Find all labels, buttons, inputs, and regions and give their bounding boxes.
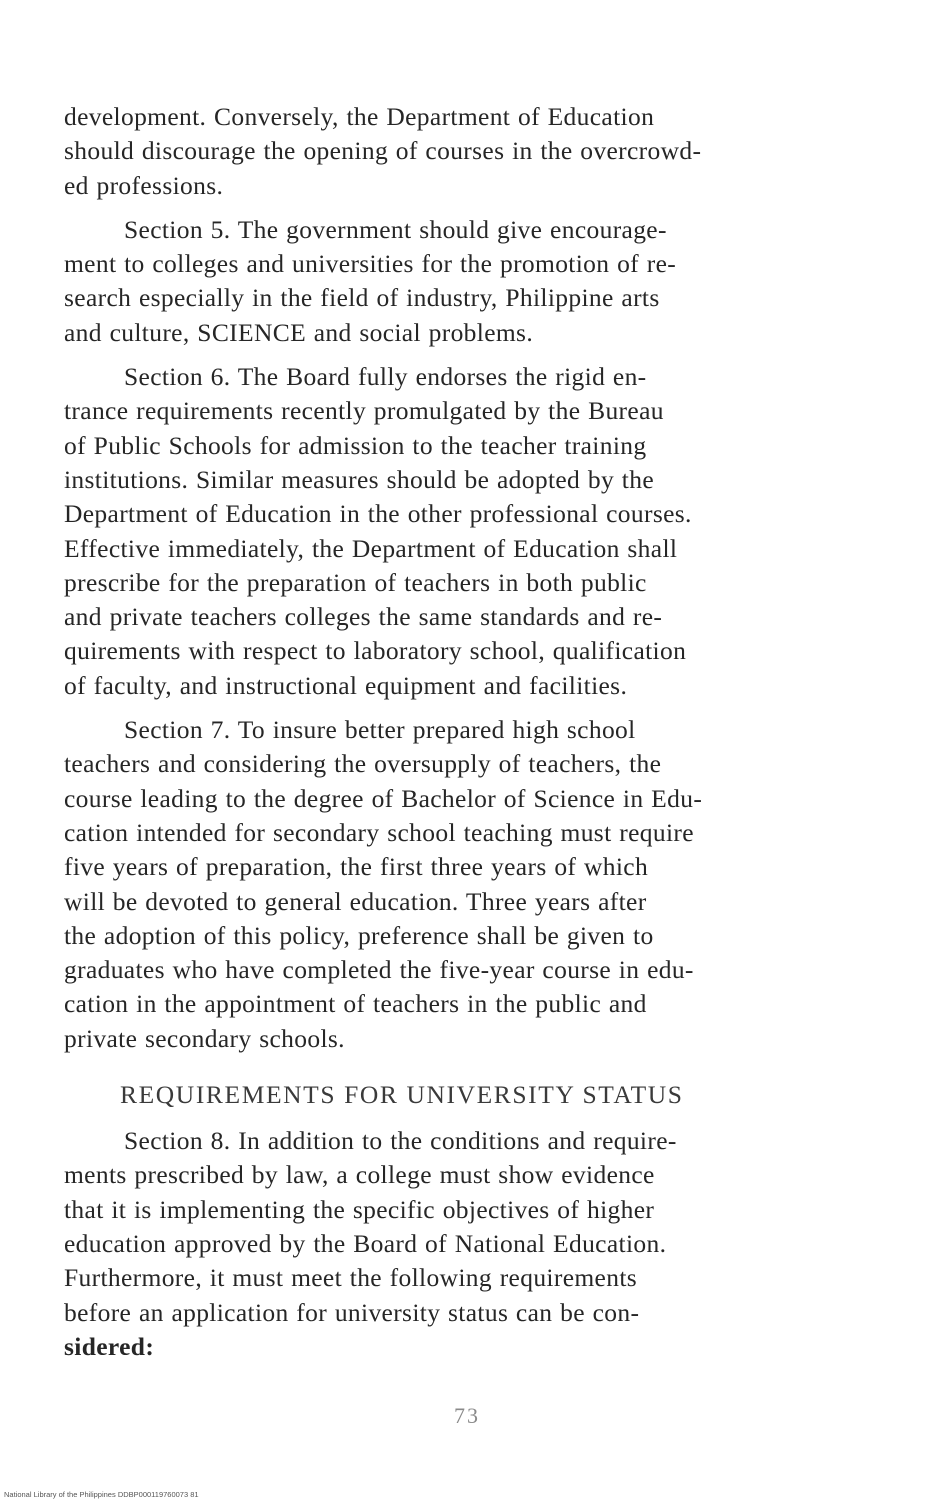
text-line: Section 8. In addition to the conditions and require- — [124, 1126, 677, 1156]
text-line: the adoption of this policy, preference shall be given to — [64, 920, 654, 950]
text-line: and private teachers colleges the same standards and re- — [64, 602, 663, 632]
text-line: Department of Education in the other professional courses. — [64, 499, 692, 529]
text-line: ed professions. — [64, 170, 224, 200]
text-emphasis: sidered: — [64, 1331, 155, 1361]
text-line: trance requirements recently promulgated by the Bureau — [64, 396, 664, 426]
section-heading: REQUIREMENTS FOR UNIVERSITY STATUS — [120, 1080, 684, 1110]
text-line: development. Conversely, the Department of Education — [64, 102, 655, 131]
text-line: graduates who have completed the five-year course in edu- — [64, 955, 694, 985]
text-line: teachers and considering the oversupply of teachers, the — [64, 749, 662, 779]
text-line: will be devoted to general education. Three years after — [64, 886, 647, 916]
text-line: ments prescribed by law, a college must show evidence — [64, 1160, 655, 1190]
text-line: ment to colleges and universities for the promotion of re- — [64, 249, 677, 279]
text-line: before an application for university status can be con- — [64, 1297, 640, 1327]
text-line: search especially in the field of industry, Philippine arts — [64, 283, 660, 313]
text-line: cation intended for secondary school teaching must require — [64, 817, 694, 847]
scan-footer: National Library of the Philippines DDBP000119760073 81 — [4, 1490, 199, 1499]
paragraph-continuation — [64, 100, 854, 203]
text-line: quirements with respect to laboratory school, qualification — [64, 636, 687, 666]
paragraph-section-6 — [64, 360, 854, 703]
text-line: cation in the appointment of teachers in the public and — [64, 989, 647, 1019]
text-line: five years of preparation, the first three years of which — [64, 852, 649, 882]
paragraph-section-5 — [64, 213, 854, 350]
text-line-last — [64, 1330, 854, 1364]
text-line: private secondary schools. — [64, 1023, 345, 1053]
text-line: should discourage the opening of courses in the overcrowd- — [64, 136, 702, 166]
text-line: Effective immediately, the Department of Education shall — [64, 533, 678, 563]
paragraph-section-7 — [64, 713, 854, 1056]
page-body — [64, 100, 854, 1364]
text-line: prescribe for the preparation of teachers in both public — [64, 567, 647, 597]
text-line: Section 5. The government should give encourage- — [124, 214, 667, 244]
text-line: education approved by the Board of National Education. — [64, 1228, 667, 1258]
text-line: of faculty, and instructional equipment and facilities. — [64, 670, 628, 700]
paragraph-section-8 — [64, 1124, 854, 1364]
text-line: and culture, SCIENCE and social problems. — [64, 317, 534, 347]
text-line: Section 6. The Board fully endorses the rigid en- — [124, 362, 647, 392]
text-line: of Public Schools for admission to the teacher training — [64, 430, 647, 460]
text-line: Section 7. To insure better prepared high school — [124, 715, 636, 745]
text-line: Furthermore, it must meet the following requirements — [64, 1263, 638, 1293]
text-line: that it is implementing the specific objectives of higher — [64, 1194, 655, 1224]
page-number: 73 — [454, 1403, 480, 1428]
text-line: institutions. Similar measures should be adopted by the — [64, 464, 655, 494]
text-line: course leading to the degree of Bachelor of Science in Edu- — [64, 783, 703, 813]
